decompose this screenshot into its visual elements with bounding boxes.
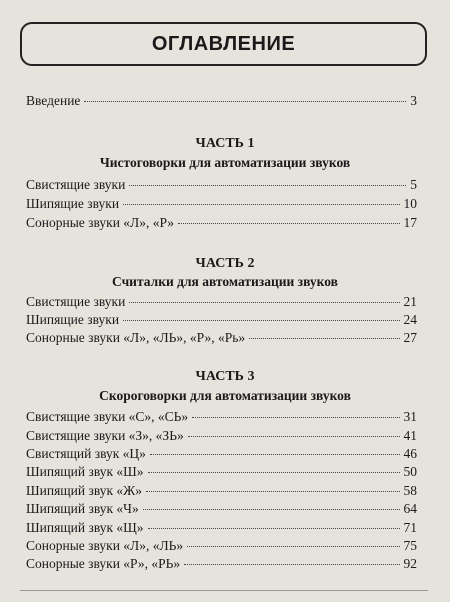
- toc-entry-label: Свистящие звуки «С», «СЬ»: [26, 409, 189, 424]
- leader-dots: [178, 223, 399, 224]
- toc-entry-label: Свистящие звуки: [26, 177, 126, 192]
- toc-entry[interactable]: [26, 556, 417, 574]
- leader-dots: [187, 546, 399, 547]
- toc-entry-page: 75: [403, 538, 417, 553]
- part-3-subtitle: Скороговорки для автоматизации звуков: [99, 388, 351, 403]
- toc-entry-label: Сонорные звуки «Л», «Р»: [26, 215, 175, 230]
- toc-entry[interactable]: [26, 409, 417, 427]
- leader-dots: [84, 101, 406, 102]
- leader-dots: [148, 528, 400, 529]
- toc-entry-label: Шипящие звуки: [26, 196, 120, 211]
- toc-entry-page: 71: [403, 520, 417, 535]
- toc-entry-page: 27: [403, 330, 417, 345]
- toc-entry-page: 10: [403, 196, 417, 211]
- toc-entry[interactable]: [26, 538, 417, 556]
- page-title: ОГЛАВЛЕНИЕ: [151, 32, 296, 55]
- divider: [20, 590, 428, 591]
- toc-entry-label: Шипящий звук «Щ»: [26, 520, 144, 535]
- toc-entry-page: 92: [403, 556, 417, 571]
- leader-dots: [129, 185, 406, 186]
- toc-entry-label: Свистящие звуки «З», «ЗЬ»: [26, 428, 184, 443]
- leader-dots: [129, 302, 399, 303]
- toc-entry[interactable]: [26, 520, 417, 538]
- leader-dots: [249, 338, 399, 339]
- leader-dots: [148, 472, 400, 473]
- toc-entry[interactable]: [26, 483, 417, 501]
- toc-entry-page: 31: [403, 409, 417, 424]
- leader-dots: [123, 320, 399, 321]
- toc-entry-label: Шипящий звук «Ш»: [26, 464, 144, 479]
- toc-entry-page: 5: [410, 177, 417, 192]
- toc-entry-page: 58: [403, 483, 417, 498]
- toc-entry-page: 3: [410, 93, 417, 108]
- toc-entry[interactable]: [26, 501, 417, 519]
- toc-entry[interactable]: [26, 446, 417, 464]
- toc-entry[interactable]: [26, 464, 417, 482]
- toc-entry[interactable]: [26, 312, 417, 330]
- toc-entry-intro[interactable]: [26, 93, 417, 111]
- toc-entry[interactable]: [26, 294, 417, 312]
- toc-entry-label: Сонорные звуки «Р», «РЬ»: [26, 556, 181, 571]
- part-3-heading: ЧАСТЬ 3: [195, 369, 255, 384]
- toc-entry-label: Свистящий звук «Ц»: [26, 446, 146, 461]
- toc-entry-label: Шипящие звуки: [26, 312, 120, 327]
- part-1-subtitle: Чистоговорки для автоматизации звуков: [99, 155, 351, 170]
- part-2-subtitle: Считалки для автоматизации звуков: [112, 274, 338, 289]
- toc-entry-page: 21: [403, 294, 417, 309]
- toc-entry-label: Сонорные звуки «Л», «ЛЬ», «Р», «Рь»: [26, 330, 246, 345]
- toc-entry[interactable]: [26, 215, 417, 233]
- toc-entry[interactable]: [26, 177, 417, 195]
- toc-entry[interactable]: [26, 330, 417, 348]
- toc-entry-page: 64: [403, 501, 417, 516]
- leader-dots: [188, 436, 400, 437]
- toc-entry-page: 46: [403, 446, 417, 461]
- toc-entry-label: Введение: [26, 93, 81, 108]
- leader-dots: [150, 454, 400, 455]
- toc-entry-label: Свистящие звуки: [26, 294, 126, 309]
- leader-dots: [192, 417, 399, 418]
- toc-entry-label: Сонорные звуки «Л», «ЛЬ»: [26, 538, 184, 553]
- title-box: [20, 22, 427, 66]
- toc-entry-page: 24: [403, 312, 417, 327]
- toc-entry[interactable]: [26, 428, 417, 446]
- part-1-heading: ЧАСТЬ 1: [195, 136, 255, 151]
- toc-entry-page: 41: [403, 428, 417, 443]
- part-2-heading: ЧАСТЬ 2: [195, 256, 255, 271]
- leader-dots: [146, 491, 399, 492]
- leader-dots: [143, 509, 400, 510]
- toc-entry-label: Шипящий звук «Ч»: [26, 501, 139, 516]
- toc-entry-page: 17: [403, 215, 417, 230]
- toc-entry-page: 50: [403, 464, 417, 479]
- leader-dots: [123, 204, 399, 205]
- toc-entry[interactable]: [26, 196, 417, 214]
- leader-dots: [184, 564, 399, 565]
- toc-entry-label: Шипящий звук «Ж»: [26, 483, 143, 498]
